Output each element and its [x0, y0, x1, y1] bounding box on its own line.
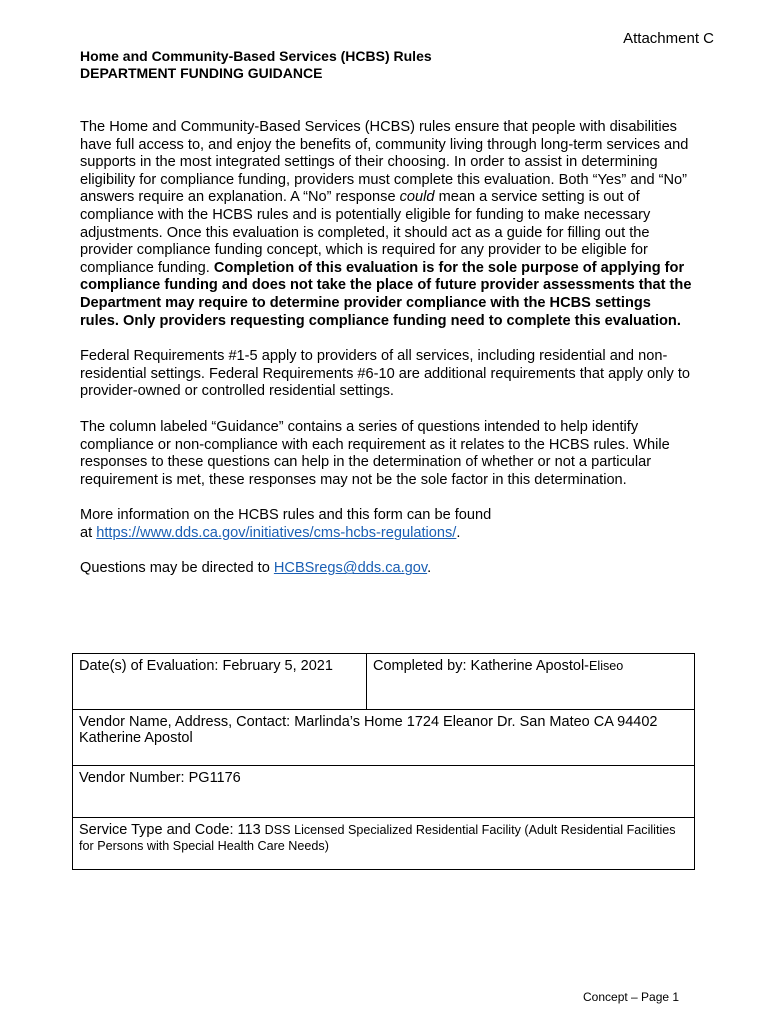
- evaluation-date: Date(s) of Evaluation: February 5, 2021: [79, 658, 333, 674]
- service-type-label: Service Type and Code: 113: [79, 822, 265, 838]
- intro-italic: could: [399, 189, 435, 206]
- evaluation-date-cell: [73, 654, 367, 710]
- completed-by-cell: [367, 654, 695, 710]
- page-footer: Concept – Page 1: [583, 990, 680, 1004]
- intro-paragraph: [80, 119, 692, 330]
- document-body: [80, 119, 692, 596]
- service-type-cell: [73, 818, 695, 870]
- page-title: [80, 48, 432, 82]
- completed-by-suffix: Eliseo: [589, 659, 624, 673]
- intro-text-b: mean a service setting is out of compliance with the HCBS rules and is potentially eligible for funding to make necessary adjustments. Once this evaluation is completed, it should act as a guide for filling out the provider compliance funding concept, which is required for any provider to be eligible for compliance funding.: [80, 189, 651, 276]
- hcbs-regulations-link[interactable]: https://www.dds.ca.gov/initiatives/cms-hcbs-regulations/: [96, 524, 457, 541]
- guidance-paragraph: The column labeled “Guidance” contains a series of questions intended to help identify compliance or non-compliance with each requirement as it relates to the HCBS rules. While responses to these questions can help in the determination of whether or not a particular requirement is met, these responses may not be the sole factor in this determination.: [80, 418, 670, 488]
- more-info-suffix: .: [456, 524, 461, 541]
- service-type-detail: DSS Licensed Specialized Residential Facility (Adult Residential Facilities for Persons with Special Health Care Needs): [79, 823, 676, 853]
- title-line-2: DEPARTMENT FUNDING GUIDANCE: [80, 65, 323, 81]
- questions-suffix: .: [427, 560, 432, 577]
- vendor-name-cell: [73, 710, 695, 766]
- questions-paragraph: [80, 560, 692, 578]
- more-info-paragraph: [80, 507, 692, 542]
- more-info-prefix: at: [80, 524, 97, 541]
- questions-prefix: Questions may be directed to: [80, 560, 274, 577]
- intro-bold-notice: Completion of this evaluation is for the sole purpose of applying for compliance funding and does not take the place of future provider assessments that the Department may require to determine provider compliance with the HCBS settings rules. Only providers requesting compliance funding need to complete this evaluation.: [80, 259, 692, 329]
- intro-text-a: The Home and Community-Based Services (HCBS) rules ensure that people with disabilities have full access to, and enjoy the benefits of, community living through long-term services and supports in the most integrated settings of their choosing. In order to assist in determining eligibility for compliance funding, providers must complete this evaluation. Both “Yes” and “No” answers require an explanation. A “No” response: [80, 119, 689, 206]
- requirements-paragraph: Federal Requirements #1-5 apply to providers of all services, including residential and non-residential settings. Federal Requirements #6-10 are additional requirements that apply only to provider-owned or controlled residential settings.: [80, 348, 691, 400]
- more-info-text: More information on the HCBS rules and this form can be found: [80, 507, 492, 524]
- evaluation-info-table: [72, 653, 695, 870]
- vendor-contact: Katherine Apostol: [79, 730, 193, 746]
- hcbs-email-link[interactable]: HCBSregs@dds.ca.gov: [273, 560, 428, 577]
- vendor-number: Vendor Number: PG1176: [79, 770, 241, 786]
- vendor-name: Vendor Name, Address, Contact: Marlinda’s Home 1724 Eleanor Dr. San Mateo CA 94402: [79, 714, 658, 730]
- vendor-number-cell: [73, 766, 695, 818]
- completed-by: Completed by: Katherine Apostol-: [373, 658, 590, 674]
- title-line-1: Home and Community-Based Services (HCBS) Rules: [80, 48, 432, 64]
- attachment-label: Attachment C: [623, 30, 714, 47]
